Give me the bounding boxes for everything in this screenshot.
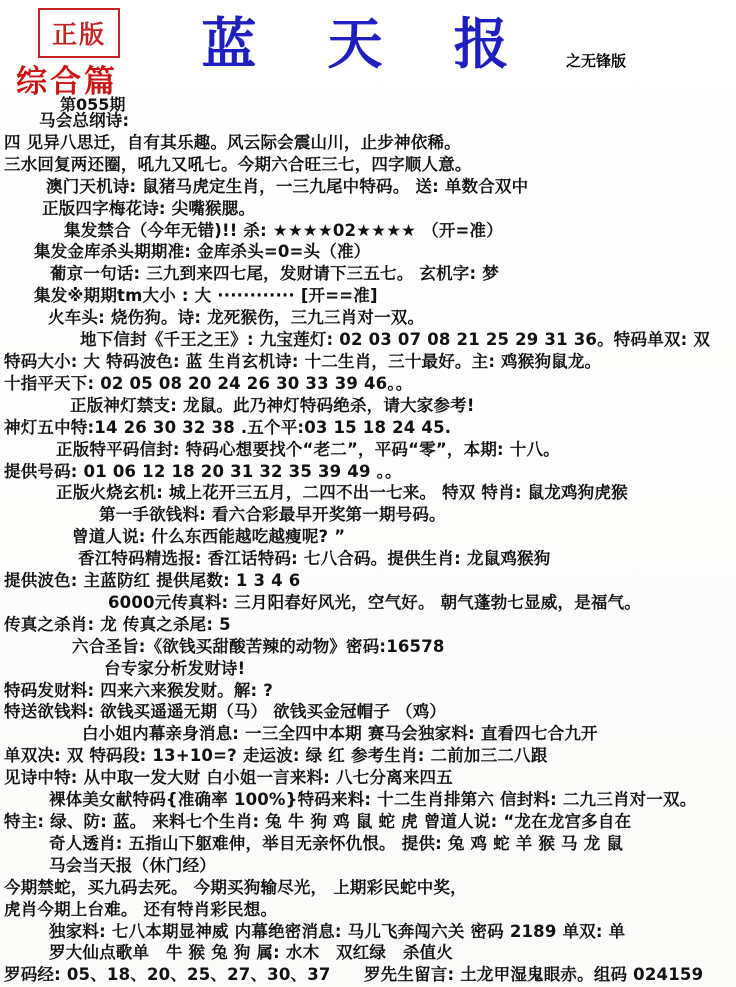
text-line: 奇人透肖: 五指山下躯难伸，举目无亲怀仇恨。 提供: 兔 鸡 蛇 羊 猴 马 龙 鼠	[49, 833, 624, 853]
text-line: 香江特码精选报: 香江话特码: 七八合码。提供生肖: 龙鼠鸡猴狗	[78, 549, 551, 569]
text-line: 马会总纲诗:	[39, 111, 130, 130]
text-line: 集发金库杀头期期准: 金库杀头=0=头（准）	[34, 242, 371, 262]
text-line: 马会当天报（休门经）	[49, 855, 216, 875]
text-line: 独家料: 七八本期显神威 内幕绝密消息: 马儿飞奔闯六关 密码 2189 单双: 单	[49, 921, 626, 941]
text-line: 特主: 绿、防: 蓝。 来料七个生肖: 兔 牛 狗 鸡 鼠 蛇 虎 曾道人说: “龙在龙宫多自在	[4, 812, 632, 831]
text-line: 特送欲钱料: 欲钱买遥遥无期（马） 欲钱买金冠帽子 （鸡）	[4, 702, 447, 722]
text-line: 火车头: 烧伤狗。诗: 龙死猴伤，三九三肖对一双。	[48, 308, 425, 328]
text-line: 神灯五中特:14 26 30 32 38 .五个平:03 15 18 24 45.	[4, 417, 452, 437]
text-line: 提供号码: 01 06 12 18 20 31 32 35 39 49 。。	[4, 461, 402, 481]
edition-label: 之无锋版	[566, 52, 627, 70]
text-line: 正版特平码信封: 特码心想要找个“老二”，平码“零”，本期: 十八。	[56, 439, 560, 459]
text-line: 十指平天下: 02 05 08 20 24 26 30 33 39 46。。	[4, 373, 413, 393]
text-line: 四 见异八思迁，自有其乐趣。风云际会震山川，止步神依稀。	[4, 132, 461, 152]
text-line: 裸体美女献特码{准确率 100%}特码来料: 十二生肖排第六 信封料: 二九三肖对一双。	[49, 790, 697, 810]
text-line: 集发禁合（今年无错)!! 杀: ★★★★02★★★★ （开=准）	[64, 220, 503, 240]
text-line: 见诗中特: 从中取一发大财 白小姐一言来料: 八七分离来四五	[4, 768, 453, 788]
text-line: 正版火烧玄机: 城上花开三五月，二四不出一七来。 特双 特肖: 鼠龙鸡狗虎猴	[56, 483, 628, 503]
text-line: 今期禁蛇，买九码去死。 今期买狗输尽光， 上期彩民蛇中奖，	[4, 877, 467, 897]
text-line: 正版四字梅花诗: 尖嘴猴腮。	[42, 198, 256, 218]
text-line: 集发※期期tm大小 : 大 ············ [开==准]	[34, 286, 378, 306]
text-line: 单双决: 双 特码段: 13+10=? 走运波: 绿 红 参考生肖: 二前加三二八跟	[4, 746, 548, 766]
text-line: 澳门天机诗: 鼠猪马虎定生肖，一三九尾中特码。 送: 单数合双中	[46, 176, 529, 196]
text-line: 白小姐内幕亲身消息: 一三全四中本期 赛马会独家料: 直看四七合九开	[82, 724, 598, 744]
text-line: 正版神灯禁支: 龙鼠。此乃神灯特码绝杀，请大家参考!	[70, 395, 475, 415]
text-line: 罗码经: 05、18、20、25、27、30、37 罗先生留言: 土龙甲湿鬼眼赤。组码 024159	[4, 965, 704, 985]
text-line: 第一手欲钱料: 看六合彩最早开奖第一期号码。	[99, 505, 446, 525]
text-line: 葡京一句话: 三九到来四七尾，发财请下三五七。 玄机字: 梦	[50, 264, 499, 284]
text-line: 曾道人说: 什么东西能越吃越瘦呢? ”	[72, 527, 346, 547]
text-line: 特码发财料: 四来六来猴发财。解: ?	[4, 680, 274, 700]
text-line: 6000元传真料: 三月阳春好风光，空气好。 朝气蓬勃七显威，是福气。	[108, 592, 642, 612]
text-line: 罗大仙点歌单 牛 猴 兔 狗 属: 水木 双红绿 杀值火	[49, 943, 453, 963]
text-line: 六合圣旨:《欲钱买甜酸苦辣的动物》密码:16578	[72, 636, 445, 656]
page-title: 蓝 天 报	[201, 11, 535, 76]
text-line: 特码大小: 大 特码波色: 蓝 生肖玄机诗: 十二生肖，三十最好。主: 鸡猴狗鼠龙。	[4, 351, 602, 371]
text-line: 地下信封《千王之王》: 九宝莲灯: 02 03 07 08 21 25 29 31 36。特码单双: 双	[80, 330, 711, 350]
body-text	[4, 110, 736, 986]
text-line: 传真之杀肖: 龙 传真之杀尾: 5	[4, 614, 231, 634]
text-line: 提供波色: 主蓝防红 提供尾数: 1 3 4 6	[4, 571, 301, 591]
authentic-badge: 正版	[38, 8, 120, 58]
text-line: 台专家分析发财诗!	[104, 658, 246, 678]
text-line: 三水回复两还圈，吼九又吼七。今期六合旺三七，四字顺人意。	[4, 154, 472, 174]
section-title: 综合篇	[16, 64, 118, 100]
text-line: 虎肖今期上台难。 还有特肖彩民想。	[4, 899, 278, 919]
issue-number: 第055期	[60, 95, 126, 114]
